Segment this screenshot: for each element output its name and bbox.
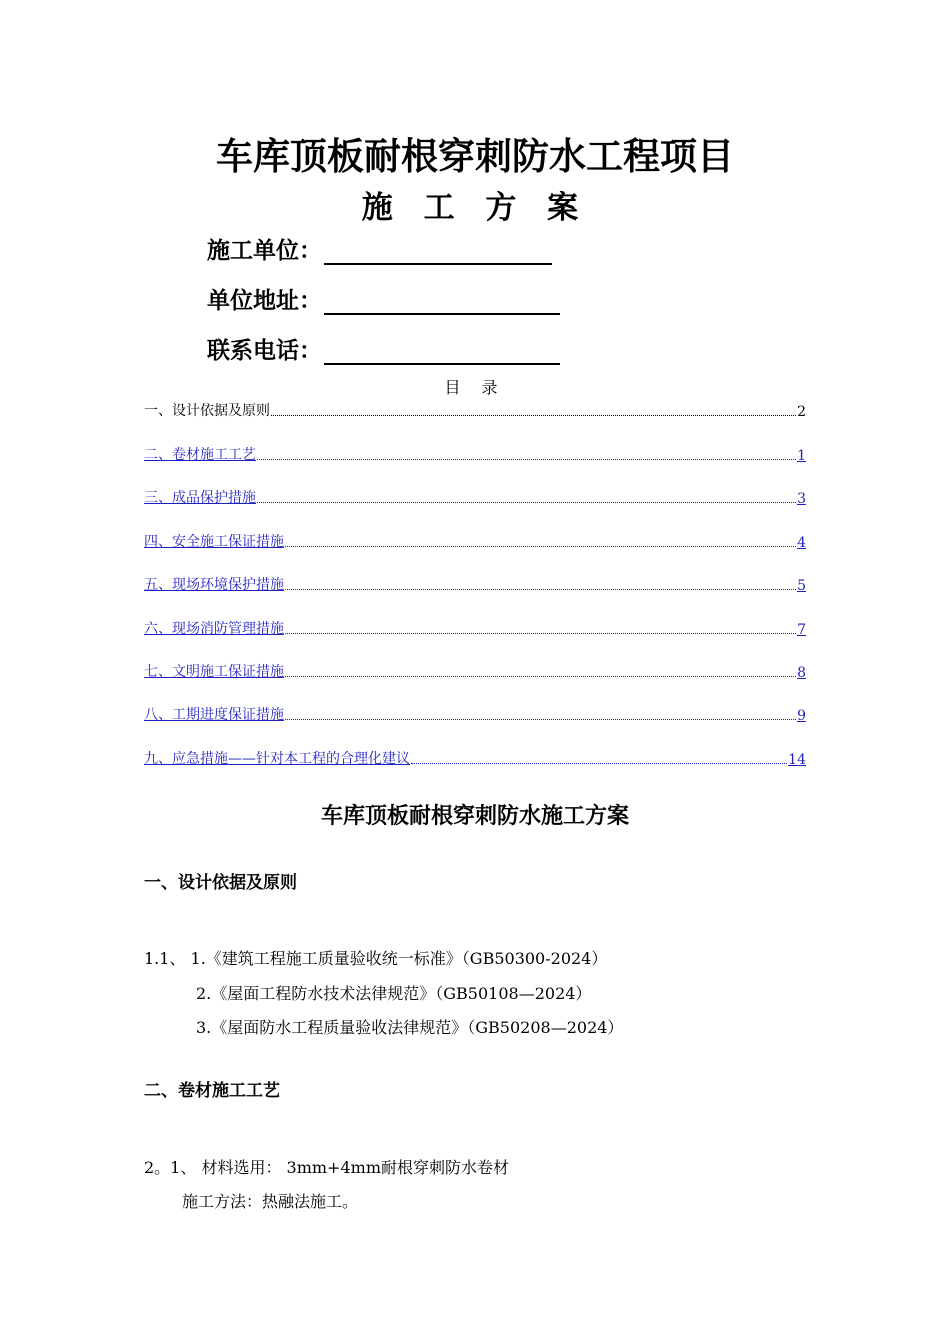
toc-item-page: 4: [797, 535, 806, 551]
construction-unit-row: [207, 232, 552, 265]
unit-address-label: 单位地址：: [207, 288, 322, 314]
section-title: 车库顶板耐根穿刺防水施工方案: [320, 804, 629, 829]
unit-address-blank: [324, 287, 560, 315]
toc-leader: [257, 501, 796, 503]
unit-address-row: [207, 282, 560, 315]
construction-unit-blank: [324, 237, 552, 265]
toc-item-page: 2: [797, 404, 806, 420]
section-2-item-1: 2。1、 材料选用： 3mm+4mm耐根穿刺防水卷材: [144, 1158, 509, 1177]
toc-heading: 目 录: [444, 378, 506, 397]
toc-leader: [285, 545, 796, 547]
toc-item-9[interactable]: [144, 748, 806, 768]
contact-phone-blank: [324, 337, 560, 365]
toc-item-4[interactable]: [144, 531, 806, 551]
toc-item-7[interactable]: [144, 661, 806, 681]
toc-item-8[interactable]: [144, 704, 806, 724]
toc-item-2[interactable]: [144, 444, 806, 464]
toc-item-text: 九、应急措施——针对本工程的合理化建议: [144, 751, 410, 767]
contact-phone-label: 联系电话：: [207, 338, 322, 364]
toc-leader: [285, 632, 796, 634]
toc-leader: [285, 588, 796, 590]
toc-item-text: 六、现场消防管理措施: [144, 621, 284, 637]
section-1-item-2: 2.《屋面工程防水技术法律规范》（GB50108—2024）: [196, 984, 592, 1003]
toc-leader: [257, 458, 796, 460]
toc-item-page: 1: [797, 448, 806, 464]
toc-item-text: 三、成品保护措施: [144, 490, 256, 506]
toc-item-text: 七、文明施工保证措施: [144, 664, 284, 680]
toc-item-3[interactable]: [144, 487, 806, 507]
toc-item-text: 五、现场环境保护措施: [144, 577, 284, 593]
section-1-item-1: 1.1、 1.《建筑工程施工质量验收统一标准》（GB50300-2024）: [144, 949, 608, 968]
section-1-item-3: 3.《屋面防水工程质量验收法律规范》（GB50208—2024）: [196, 1018, 624, 1037]
toc-item-page: 3: [797, 491, 806, 507]
section-2-item-2: 施工方法：热融法施工。: [182, 1192, 359, 1211]
toc-item-5[interactable]: [144, 574, 806, 594]
toc-item-text: 八、工期进度保证措施: [144, 707, 284, 723]
toc-item-text: 一、设计依据及原则: [144, 403, 270, 419]
toc-leader: [271, 414, 796, 416]
toc-item-page: 8: [797, 665, 806, 681]
section-1-heading: 一、设计依据及原则: [144, 873, 297, 893]
construction-unit-label: 施工单位：: [207, 238, 322, 264]
section-2-heading: 二、卷材施工工艺: [144, 1081, 280, 1101]
toc-leader: [285, 675, 796, 677]
toc-item-page: 7: [797, 622, 806, 638]
document-subtitle: 施 工 方 案: [361, 190, 589, 226]
contact-phone-row: [207, 332, 560, 365]
toc-item-1[interactable]: [144, 400, 806, 420]
toc-item-page: 14: [788, 752, 806, 768]
toc-item-text: 二、卷材施工工艺: [144, 447, 256, 463]
toc-item-page: 9: [797, 708, 806, 724]
toc-item-text: 四、安全施工保证措施: [144, 534, 284, 550]
toc-item-6[interactable]: [144, 618, 806, 638]
toc-leader: [285, 718, 796, 720]
toc-leader: [411, 762, 787, 764]
document-title: 车库顶板耐根穿刺防水工程项目: [216, 135, 734, 178]
toc-item-page: 5: [797, 578, 806, 594]
